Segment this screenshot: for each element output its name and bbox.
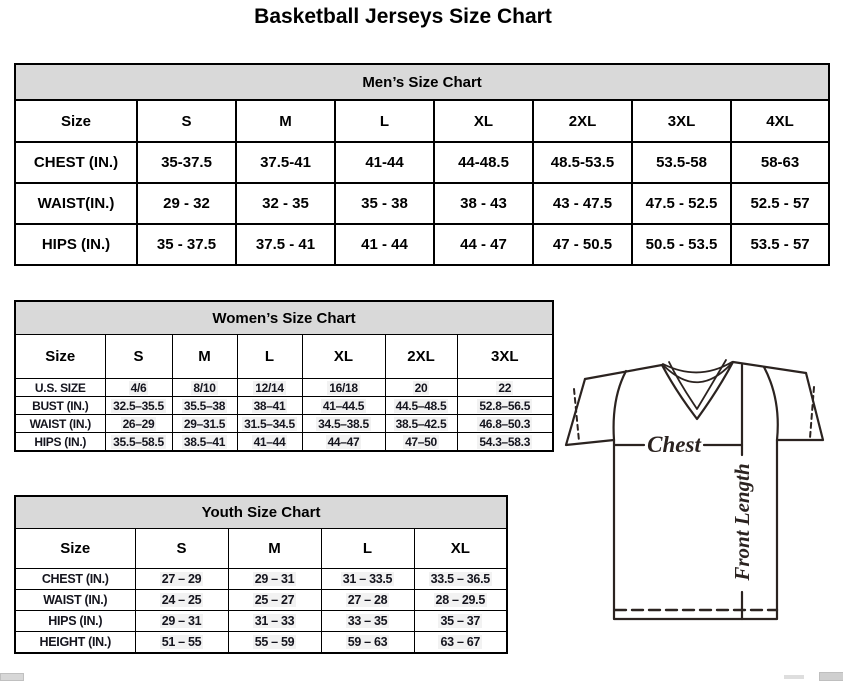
mens-cell-value: 41 - 44	[361, 236, 408, 253]
mens-table-cell	[137, 224, 236, 265]
youth-table-cell	[228, 611, 321, 632]
womens-table-cell	[237, 433, 302, 452]
womens-table-cell	[302, 433, 385, 452]
youth-cell-value: 27 – 28	[347, 593, 388, 607]
youth-table-cell	[321, 590, 414, 611]
womens-table-cell	[457, 415, 553, 433]
resize-handle	[0, 673, 24, 681]
youth-table-cell	[135, 611, 228, 632]
mens-column-header: M	[236, 100, 335, 142]
mens-table-cell	[335, 183, 434, 224]
mens-cell-value: 58-63	[760, 154, 800, 171]
womens-table-row	[15, 379, 553, 397]
womens-table-cell	[172, 433, 237, 452]
jersey-right-shoulder	[733, 362, 806, 373]
womens-table-cell	[172, 415, 237, 433]
jersey-right-sleeve	[777, 373, 823, 440]
mens-cell-value: 47.5 - 52.5	[645, 195, 718, 212]
youth-column-header: Size	[15, 529, 135, 569]
youth-size-table	[14, 495, 508, 654]
mens-column-header: 4XL	[731, 100, 829, 142]
womens-table-cell	[457, 379, 553, 397]
womens-column-header: 3XL	[457, 335, 553, 379]
mens-table-row	[15, 142, 829, 183]
youth-table-cell	[135, 590, 228, 611]
womens-table-cell	[302, 415, 385, 433]
womens-cell-value: 8/10	[193, 380, 216, 395]
youth-cell-value: 31 – 33	[254, 614, 295, 628]
womens-cell-value: 32.5–35.5	[113, 398, 164, 413]
womens-cell-value: 35.5–58.5	[113, 434, 164, 449]
womens-table-cell	[105, 379, 172, 397]
youth-cell-value: 55 – 59	[254, 635, 295, 649]
youth-table-row	[15, 569, 507, 590]
youth-row-label: CHEST (IN.)	[15, 569, 135, 590]
womens-table-row	[15, 433, 553, 452]
mens-table-cell	[137, 183, 236, 224]
mens-column-header: 3XL	[632, 100, 731, 142]
womens-cell-value: 52.8–56.5	[479, 398, 531, 413]
mens-cell-value: 50.5 - 53.5	[645, 236, 718, 253]
chest-label: Chest	[647, 432, 701, 457]
mens-table-cell	[434, 224, 533, 265]
womens-cell-value: 26–29	[122, 416, 155, 431]
mens-table-cell	[335, 142, 434, 183]
womens-table-cell	[105, 433, 172, 452]
front-length-label: Front Length	[730, 463, 754, 581]
womens-cell-value: 12/14	[255, 380, 284, 395]
mens-table-cell	[335, 224, 434, 265]
youth-cell-value: 29 – 31	[254, 572, 295, 586]
mens-chart-title: Men’s Size Chart	[15, 64, 829, 100]
mens-cell-value: 44-48.5	[458, 154, 509, 171]
resize-handle	[784, 675, 804, 679]
youth-cell-value: 24 – 25	[161, 593, 202, 607]
mens-table-cell	[236, 224, 335, 265]
womens-table-cell	[385, 397, 457, 415]
mens-table-cell	[632, 142, 731, 183]
mens-cell-value: 41-44	[365, 154, 404, 171]
mens-row-label: WAIST(IN.)	[15, 183, 137, 224]
womens-table-row	[15, 415, 553, 433]
mens-cell-value: 44 - 47	[460, 236, 507, 253]
youth-chart-title: Youth Size Chart	[15, 496, 507, 529]
mens-cell-value: 43 - 47.5	[552, 195, 613, 212]
womens-table-cell	[385, 433, 457, 452]
youth-table-cell	[228, 632, 321, 654]
mens-table-cell	[731, 142, 829, 183]
womens-table-cell	[105, 415, 172, 433]
mens-column-header: S	[137, 100, 236, 142]
womens-cell-value: 16/18	[329, 380, 358, 395]
womens-cell-value: 38.5–41	[183, 434, 226, 449]
youth-table-cell	[135, 569, 228, 590]
jersey-right-seam	[764, 367, 778, 440]
womens-cell-value: 44.5–48.5	[395, 398, 447, 413]
mens-column-header: XL	[434, 100, 533, 142]
youth-column-header: L	[321, 529, 414, 569]
youth-table-cell	[135, 632, 228, 654]
womens-table-cell	[385, 415, 457, 433]
mens-table-cell	[731, 183, 829, 224]
mens-cell-value: 53.5 - 57	[750, 236, 810, 253]
mens-cell-value: 32 - 35	[262, 195, 309, 212]
womens-cell-value: 35.5–38	[183, 398, 226, 413]
womens-cell-value: 38–41	[253, 398, 286, 413]
youth-cell-value: 63 – 67	[440, 635, 481, 649]
mens-cell-value: 52.5 - 57	[750, 195, 810, 212]
youth-row-label: HIPS (IN.)	[15, 611, 135, 632]
scrollbar-thumb[interactable]	[819, 672, 843, 681]
mens-table-cell	[731, 224, 829, 265]
womens-cell-value: 20	[414, 380, 428, 395]
jersey-diagram	[552, 352, 843, 644]
youth-table-row	[15, 611, 507, 632]
mens-row-label: CHEST (IN.)	[15, 142, 137, 183]
womens-row-label: HIPS (IN.)	[15, 433, 105, 452]
page-title: Basketball Jerseys Size Chart	[254, 5, 552, 28]
womens-table-cell	[457, 433, 553, 452]
youth-table-cell	[228, 590, 321, 611]
womens-table-cell	[172, 397, 237, 415]
mens-table-cell	[533, 224, 632, 265]
womens-table-cell	[457, 397, 553, 415]
youth-cell-value: 27 – 29	[161, 572, 202, 586]
womens-cell-value: 4/6	[130, 380, 147, 395]
womens-cell-value: 44–47	[327, 434, 360, 449]
womens-table-cell	[302, 379, 385, 397]
youth-table-row	[15, 632, 507, 654]
youth-table-cell	[321, 569, 414, 590]
mens-cell-value: 35 - 38	[361, 195, 408, 212]
womens-column-header: L	[237, 335, 302, 379]
mens-cell-value: 37.5 - 41	[255, 236, 316, 253]
womens-column-header: 2XL	[385, 335, 457, 379]
womens-chart-title: Women’s Size Chart	[15, 301, 553, 335]
womens-cell-value: 47–50	[405, 434, 437, 449]
womens-table-cell	[302, 397, 385, 415]
womens-table-cell	[385, 379, 457, 397]
jersey-collar-inner-v	[669, 360, 726, 409]
youth-cell-value: 59 – 63	[347, 635, 388, 649]
womens-cell-value: 38.5–42.5	[395, 416, 447, 431]
womens-cell-value: 34.5–38.5	[318, 416, 369, 431]
womens-cell-value: 41–44	[253, 434, 286, 449]
mens-cell-value: 47 - 50.5	[552, 236, 613, 253]
youth-table-cell	[414, 569, 507, 590]
womens-cell-value: 54.3–58.3	[479, 434, 531, 449]
jersey-left-seam	[614, 371, 626, 440]
mens-row-label: HIPS (IN.)	[15, 224, 137, 265]
youth-cell-value: 29 – 31	[161, 614, 202, 628]
mens-cell-value: 38 - 43	[460, 195, 507, 212]
youth-cell-value: 28 – 29.5	[435, 593, 485, 607]
womens-row-label: WAIST (IN.)	[15, 415, 105, 433]
youth-column-header: M	[228, 529, 321, 569]
womens-row-label: BUST (IN.)	[15, 397, 105, 415]
womens-table-cell	[172, 379, 237, 397]
youth-row-label: WAIST (IN.)	[15, 590, 135, 611]
youth-cell-value: 51 – 55	[161, 635, 202, 649]
youth-row-label: HEIGHT (IN.)	[15, 632, 135, 654]
youth-column-header: XL	[414, 529, 507, 569]
mens-table-row	[15, 224, 829, 265]
youth-cell-value: 33.5 – 36.5	[430, 572, 490, 586]
mens-column-header: 2XL	[533, 100, 632, 142]
mens-column-header: L	[335, 100, 434, 142]
womens-column-header: XL	[302, 335, 385, 379]
mens-cell-value: 53.5-58	[656, 154, 707, 171]
mens-table-cell	[236, 142, 335, 183]
youth-cell-value: 35 – 37	[440, 614, 481, 628]
youth-cell-value: 33 – 35	[347, 614, 388, 628]
youth-table-cell	[321, 611, 414, 632]
youth-table-cell	[321, 632, 414, 654]
mens-column-header: Size	[15, 100, 137, 142]
youth-table-cell	[414, 632, 507, 654]
youth-table-cell	[228, 569, 321, 590]
mens-table-cell	[236, 183, 335, 224]
womens-cell-value: 31.5–34.5	[244, 416, 295, 431]
womens-cell-value: 46.8–50.3	[479, 416, 531, 431]
mens-table-row	[15, 183, 829, 224]
mens-table-cell	[434, 142, 533, 183]
womens-table-cell	[237, 415, 302, 433]
womens-column-header: M	[172, 335, 237, 379]
mens-cell-value: 35-37.5	[161, 154, 212, 171]
mens-table-cell	[632, 183, 731, 224]
womens-table-cell	[237, 379, 302, 397]
mens-cell-value: 48.5-53.5	[550, 154, 615, 171]
youth-column-header: S	[135, 529, 228, 569]
womens-cell-value: 29–31.5	[183, 416, 226, 431]
mens-table-cell	[632, 224, 731, 265]
mens-table-cell	[533, 183, 632, 224]
mens-cell-value: 29 - 32	[163, 195, 210, 212]
womens-row-label: U.S. SIZE	[15, 379, 105, 397]
womens-column-header: S	[105, 335, 172, 379]
mens-table-cell	[434, 183, 533, 224]
womens-table-cell	[105, 397, 172, 415]
mens-cell-value: 35 - 37.5	[156, 236, 217, 253]
youth-table-row	[15, 590, 507, 611]
womens-cell-value: 41–44.5	[322, 398, 365, 413]
womens-cell-value: 22	[498, 380, 512, 395]
mens-size-table	[14, 63, 830, 266]
mens-table-cell	[137, 142, 236, 183]
youth-cell-value: 25 – 27	[254, 593, 295, 607]
mens-cell-value: 37.5-41	[260, 154, 311, 171]
womens-column-header: Size	[15, 335, 105, 379]
womens-size-table	[14, 300, 554, 452]
youth-cell-value: 31 – 33.5	[342, 572, 393, 586]
youth-table-cell	[414, 590, 507, 611]
youth-table-cell	[414, 611, 507, 632]
mens-table-cell	[533, 142, 632, 183]
womens-table-cell	[237, 397, 302, 415]
womens-table-row	[15, 397, 553, 415]
